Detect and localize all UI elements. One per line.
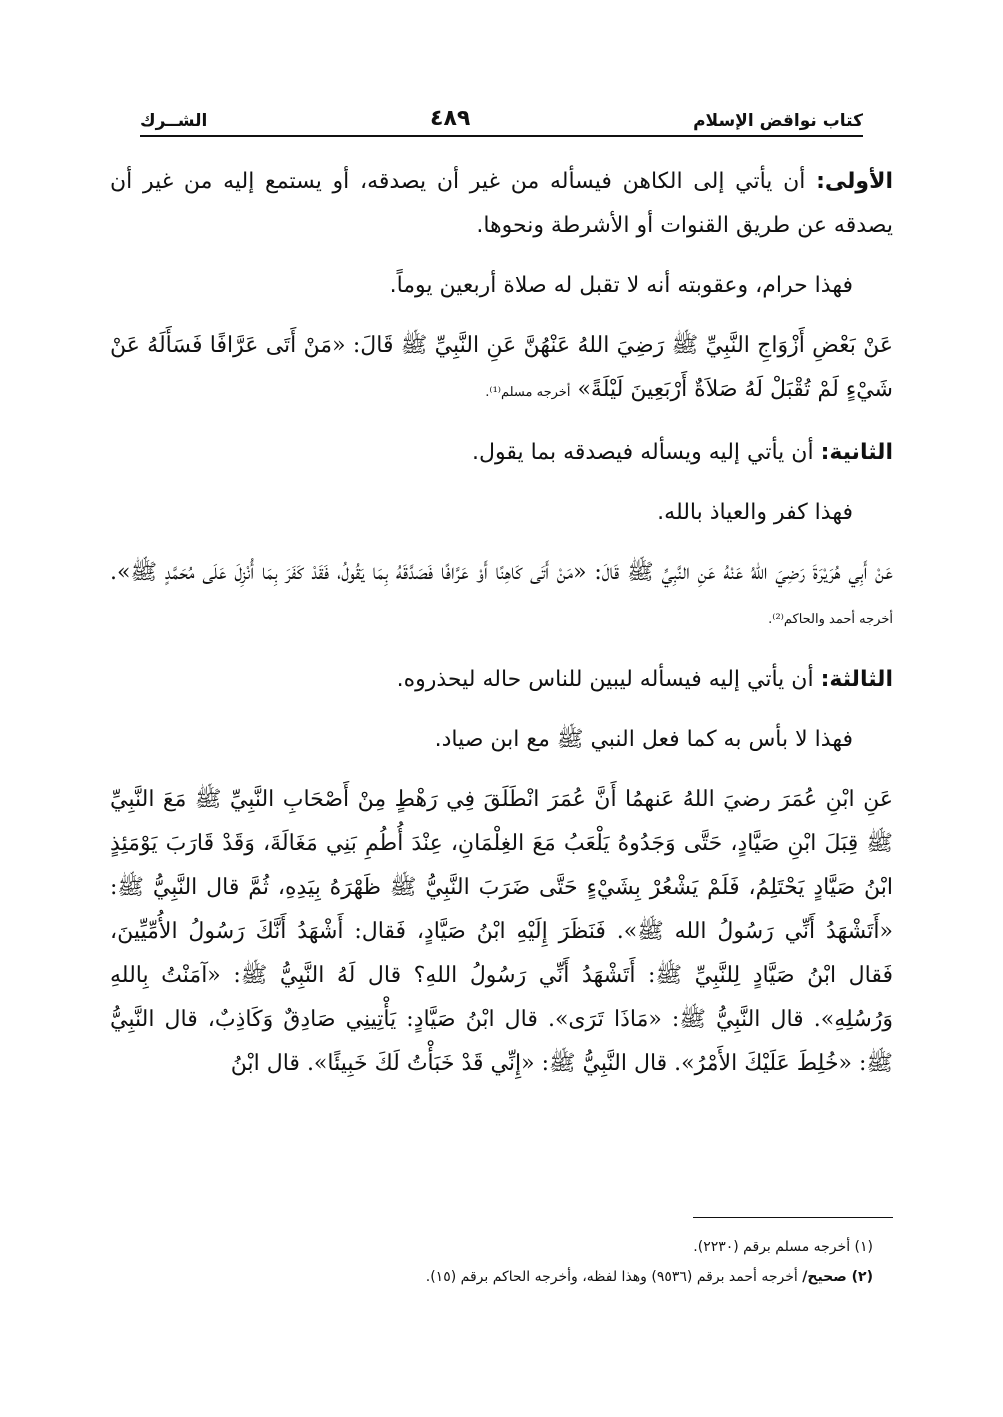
case-one-text: أن يأتي إلى الكاهن فيسأله من غير أن يصدقه، أو يستمع إليه من غير أن يصدقه عن طريق القنوات أو الأشرطة ونحوها. — [110, 169, 893, 238]
case-three-paragraph — [110, 658, 893, 702]
case-one-label: الأولى: — [816, 169, 893, 194]
case-three-ruling: فهذا لا بأس به كما فعل النبي ﷺ مع ابن صياد. — [434, 727, 853, 752]
hadith-one — [110, 324, 893, 415]
footnote-separator — [693, 1217, 893, 1218]
case-two-ruling: فهذا كفر والعياذ بالله. — [657, 500, 853, 525]
case-one-ruling: فهذا حرام، وعقوبته أنه لا تقبل له صلاة أربعين يوماً. — [389, 273, 853, 298]
hadith-three: عَنِ ابْنِ عُمَرَ رضيَ اللهُ عَنهمُا أَنَّ عُمَرَ انْطَلَقَ فِي رَهْطٍ مِنْ أَصْحَابِ النَّبِيِّ ﷺ مَعَ النَّبِيِّ ﷺ قِبَلَ ابْنِ صَيَّادٍ، حَتَّى وَجَدُوهُ يَلْعَبُ مَعَ الغِلْمَانِ، عِنْدَ أُطُمِ بَنِي مَغَالَةَ، وَقَدْ قَارَبَ يَوْمَئِذٍ ابْنُ صَيَّادٍ يَحْتَلِمُ، فَلَمْ يَشْعُرْ بِشَيْءٍ حَتَّى ضَرَبَ النَّبِيُّ ﷺ ظَهْرَهُ بِيَدِهِ، ثُمَّ قال النَّبِيُّ ﷺ: «أَتَشْهَدُ أَنِّي رَسُولُ الله ﷺ». فَنَظَرَ إِلَيْهِ ابْنُ صَيَّادٍ، فَقال: أَشْهَدُ أَنَّكَ رَسُولُ الأُمِّيِّينَ، فَقال ابْنُ صَيَّادٍ لِلنَّبِيِّ ﷺ: أَتَشْهَدُ أَنِّي رَسُولُ اللهِ؟ قال لَهُ النَّبِيُّ ﷺ: «آمَنْتُ بِاللهِ وَرُسُلِهِ». قال النَّبِيُّ ﷺ: «مَاذَا تَرَى». قال ابْنُ صَيَّادٍ: يَأْتِينِي صَادِقٌ وَكَاذِبٌ، قال النَّبِيُّ ﷺ: «خُلِطَ عَلَيْكَ الأَمْرُ». قال النَّبِيُّ ﷺ: «إِنِّي قَدْ خَبَأْتُ لَكَ خَبِيئًا». قال ابْنُ — [110, 787, 893, 1076]
page-header — [140, 95, 863, 137]
page-number: ٤٨٩ — [430, 106, 471, 131]
case-three-label: الثالثة: — [820, 667, 893, 692]
hadith-two-text: عَنْ أَبِي هُرَيْرَةَ رَضِيَ اللهُ عَنْهُ عَنِ النَّبِيِّ ﷺ قَالَ: «مَنْ أَتَى كَاهِنًا أَوْ عَرَّافًا فَصَدَّقَهُ بِمَا يَقُولُ، فَقَدْ كَفَرَ بِمَا أُنْزِلَ عَلَى مُحَمَّدٍ ﷺ». — [110, 560, 893, 585]
footnote-1: (١) أخرجه مسلم برقم (٢٢٣٠). — [693, 1239, 873, 1255]
footnote-2-text: أخرجه أحمد برقم (٩٥٣٦) وهذا لفظه، وأخرجه الحاكم برقم (١٥). — [425, 1269, 798, 1285]
hadith-two — [110, 551, 893, 642]
chapter-title: الشــرك — [140, 111, 208, 131]
case-two-label: الثانية: — [820, 440, 893, 465]
page-body — [110, 160, 893, 1102]
book-title: كتاب نواقض الإسلام — [693, 111, 863, 131]
hadith-one-source: أخرجه مسلم⁽¹⁾. — [485, 385, 571, 400]
case-one-paragraph — [110, 160, 893, 248]
footnotes — [110, 1232, 893, 1292]
hadith-one-text: عَنْ بَعْضِ أَزْوَاجِ النَّبِيِّ ﷺ رَضِيَ اللهُ عَنْهُنَّ عَنِ النَّبِيِّ ﷺ قَالَ: «مَنْ أَتَى عَرَّافًا فَسَأَلَهُ عَنْ شَيْءٍ لَمْ تُقْبَلْ لَهُ صَلاَةٌ أَرْبَعِينَ لَيْلَةً» — [110, 333, 893, 402]
footnote-2-label: (٢) صحيح/ — [802, 1269, 873, 1285]
case-two-paragraph — [110, 431, 893, 475]
footnote-2 — [110, 1262, 893, 1292]
case-two-text: أن يأتي إليه ويسأله فيصدقه بما يقول. — [471, 440, 814, 465]
hadith-two-source: أخرجه أحمد والحاكم⁽²⁾. — [768, 612, 893, 627]
case-three-text: أن يأتي إليه فيسأله ليبين للناس حاله ليحذروه. — [396, 667, 814, 692]
